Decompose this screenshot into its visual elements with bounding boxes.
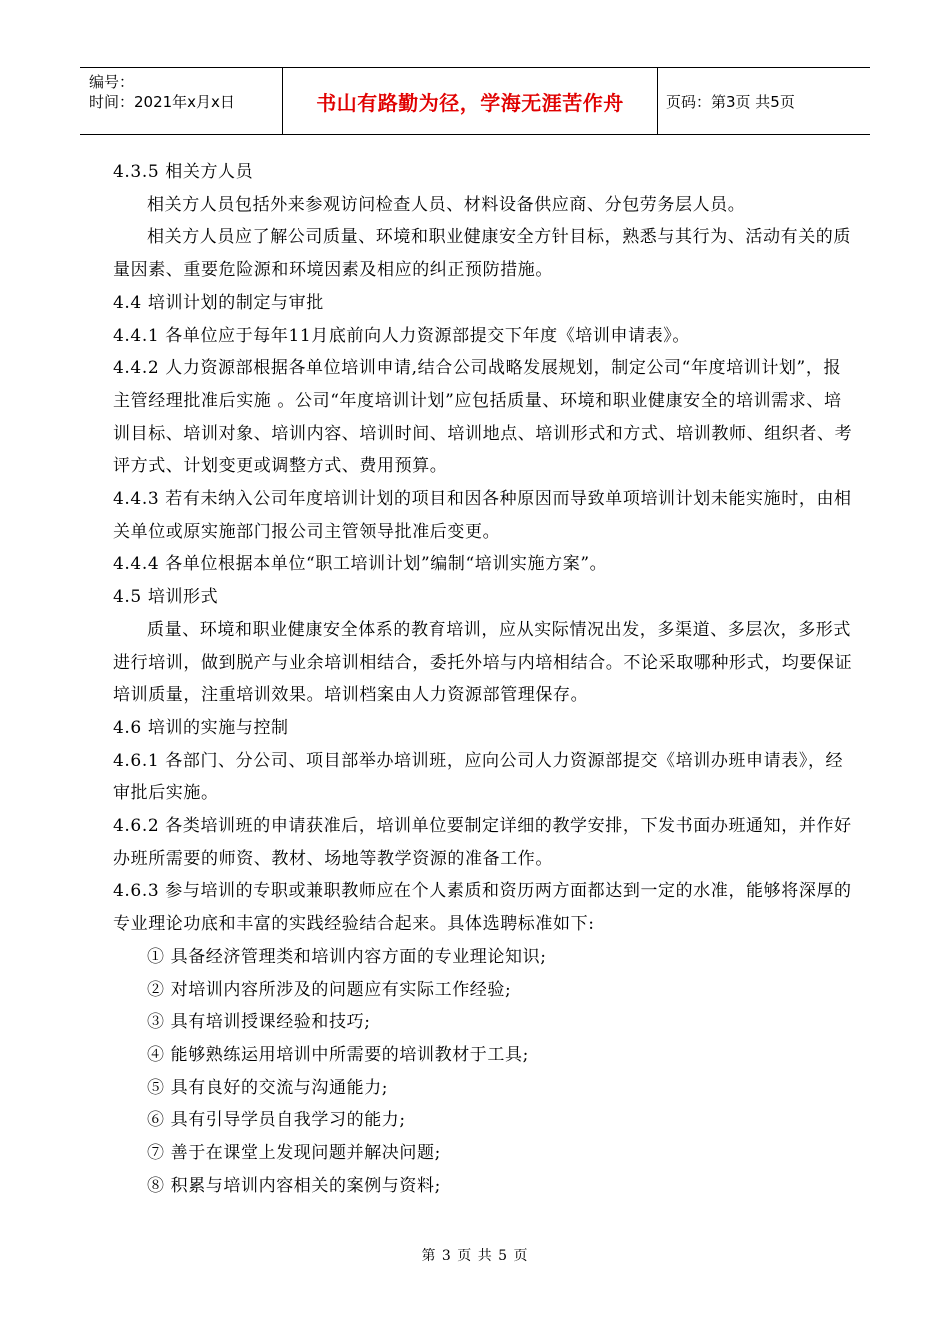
paragraph: 4.6.1 各部门、分公司、项目部举办培训班，应向公司人力资源部提交《培训办班申请表》，经审批后实施。 xyxy=(113,750,844,804)
list-item: ⑦ 善于在课堂上发现问题并解决问题; xyxy=(147,1143,441,1164)
list-item: ⑧ 积累与培训内容相关的案例与资料; xyxy=(147,1175,441,1196)
paragraph: 4.6.2 各类培训班的申请获准后，培训单位要制定详细的教学安排，下发书面办班通知，并作好办班所需要的师资、教材、场地等教学资源的准备工作。 xyxy=(113,816,852,869)
paragraph: 4.5 培训形式 xyxy=(113,587,219,608)
header-page-info: 页码：第3页 共5页 xyxy=(666,92,795,111)
paragraph: 4.3.5 相关方人员 xyxy=(113,162,254,182)
list-item: ④ 能够熟练运用培训中所需要的培训教材于工具; xyxy=(147,1044,529,1065)
paragraph: 4.4.3 若有未纳入公司年度培训计划的项目和因各种原因而导致单项培训计划未能实施时，由相关单位或原实施部门报公司主管领导批准后变更。 xyxy=(113,489,852,542)
list-item: ② 对培训内容所涉及的问题应有实际工作经验; xyxy=(147,979,512,1000)
page-header xyxy=(80,67,870,135)
document-date: 时间：2021年x月x日 xyxy=(89,93,235,111)
paragraph: 4.6.3 参与培训的专职或兼职教师应在个人素质和资历两方面都达到一定的水准，能够将深厚的专业理论功底和丰富的实践经验结合起来。具体选聘标准如下: xyxy=(113,881,852,935)
document-body xyxy=(113,156,858,1203)
paragraph: 质量、环境和职业健康安全体系的教育培训，应从实际情况出发，多渠道、多层次，多形式 进行培训，做到脱产与业余培训相结合，委托外培与内培相结合。不论采取哪种形式，均要保证培训质量，注重培训效果。培训档案由人力资源部管理保存。 xyxy=(113,619,853,706)
list-item: ⑥ 具有引导学员自我学习的能力; xyxy=(147,1110,406,1131)
list-item: ③ 具有培训授课经验和技巧; xyxy=(147,1012,371,1033)
document-number-label: 编号： xyxy=(89,73,135,91)
paragraph: 4.6 培训的实施与控制 xyxy=(113,717,289,738)
paragraph: 相关方人员应了解公司质量、环境和职业健康安全方针目标，熟悉与其行为、活动有关的质量因素、重要危险源和环境因素及相应的纠正预防措施。 xyxy=(113,227,851,281)
paragraph: 4.4 培训计划的制定与审批 xyxy=(113,292,324,313)
list-item: ⑤ 具有良好的交流与沟通能力; xyxy=(147,1077,389,1098)
paragraph: 4.4.2 人力资源部根据各单位培训申请,结合公司战略发展规划，制定公司“年度培训计划”，报主管经理批准后实施 。公司“年度培训计划”应包括质量、环境和职业健康安全的培训需求、培训目标、培训对象、培训内容、培训时间、培训地点、培训形式和方式、培训教师、组织者、考评方式、计划变更或调整方式、费用预算。 xyxy=(113,358,853,477)
header-motto: 书山有路勤为径，学海无涯苦作舟 xyxy=(283,68,658,134)
paragraph: 相关方人员包括外来参观访问检查人员、材料设备供应商、分包劳务层人员。 xyxy=(147,194,746,215)
header-meta xyxy=(80,68,283,134)
page-footer: 第 3 页 共 5 页 xyxy=(421,1248,529,1264)
paragraph: 4.4.1 各单位应于每年11月底前向人力资源部提交下年度《培训申请表》。 xyxy=(113,325,690,346)
paragraph: 4.4.4 各单位根据本单位“职工培训计划”编制“培训实施方案”。 xyxy=(113,554,608,575)
list-item: ① 具备经济管理类和培训内容方面的专业理论知识; xyxy=(147,946,547,967)
